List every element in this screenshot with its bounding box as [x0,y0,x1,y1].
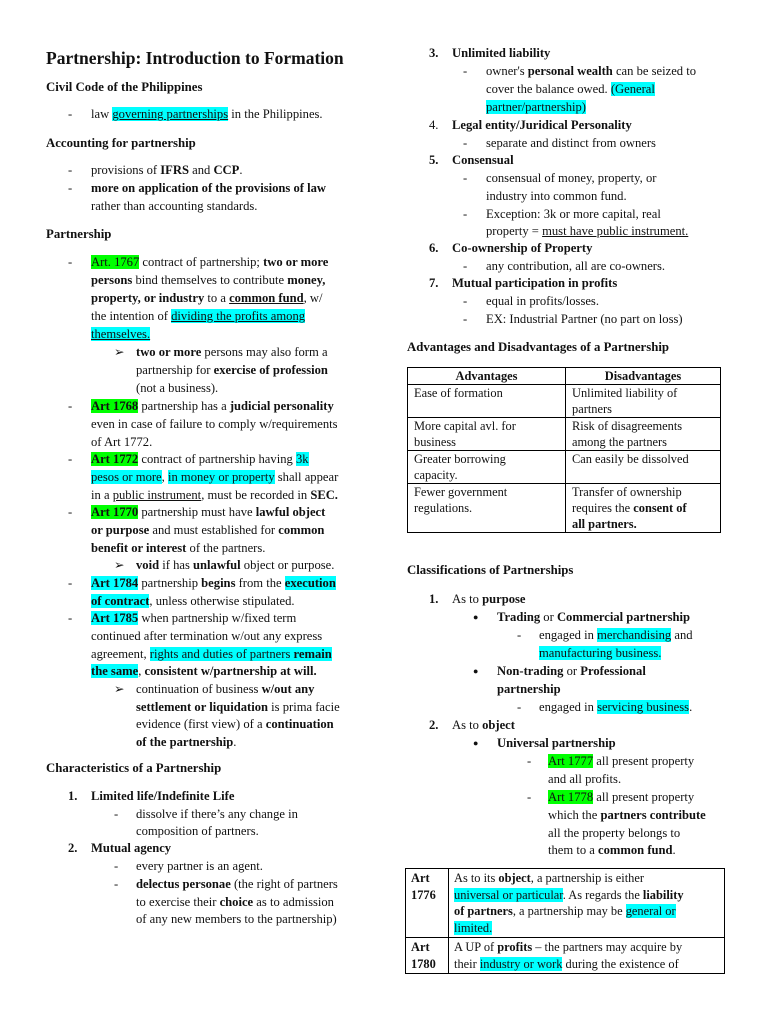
dash-icon: - [68,399,73,413]
universal-label: Universal partnership [497,736,616,750]
art-1767-line: themselves. [91,327,151,341]
art-1785-sub: evidence (first view) of a continuation [136,717,334,731]
art-1772-line: pesos or more, in money or property shall appear [91,470,339,484]
art-1777-line: Art 1777 all present property [548,754,695,768]
art-1778-line: Art 1778 all present property [548,790,695,804]
art-1770-line: benefit or interest of the partners. [91,541,266,555]
char-label: Unlimited liability [452,46,551,60]
char-desc: equal in profits/losses. [486,294,599,308]
art-1770-sub: void if has unlawful object or purpose. [136,558,335,572]
arrow-icon: ➢ [114,345,125,359]
art-1768-line: of Art 1772. [91,435,153,449]
char-num: 4. [429,118,439,132]
art-1772-line: in a public instrument, must be recorded in SEC. [91,488,338,502]
article-text-cell: As to its object, a partnership is either universal or particular. As regards the liability of partners, a partnership may be general or limited. [449,869,725,938]
dash-icon: - [68,107,73,121]
arrow-icon: ➢ [114,682,125,696]
table-header-row [408,368,721,385]
bullet-icon: ● [473,738,479,748]
dash-icon: - [463,171,468,185]
art-1767-line: Art. 1767 contract of partnership; two or more [91,255,329,269]
char-desc: delectus personae (the right of partners [136,877,338,891]
accounting-item-1: provisions of IFRS and CCP. [91,163,243,177]
civil-code-item: law governing partnerships in the Philippines. [91,107,323,121]
adv-disadv-table [407,367,721,533]
art-1785-sub: continuation of business w/out any [136,682,315,696]
dash-icon: - [463,64,468,78]
art-1767-line: persons bind themselves to contribute money, [91,273,326,287]
char-desc: consensual of money, property, or [486,171,657,185]
art-1767-sub: (not a business). [136,381,219,395]
dash-icon: - [463,259,468,273]
bullet-icon: ● [473,666,479,676]
char-desc: owner's personal wealth can be seized to [486,64,697,78]
disadvantage-cell: Unlimited liability of partners [566,385,721,418]
dash-icon: - [68,576,73,590]
char-desc: Exception: 3k or more capital, real [486,207,661,221]
char-label: Limited life/Indefinite Life [91,789,235,803]
disadvantages-header: Disadvantages [566,368,721,385]
art-1785-line: Art 1785 when partnership w/fixed term [91,611,297,625]
char-desc: to exercise their choice as to admission [136,895,334,909]
dash-icon: - [68,255,73,269]
dash-icon: - [68,505,73,519]
class-label: As to purpose [452,592,526,606]
art-1778-line: all the property belongs to [548,826,681,840]
dash-icon: - [68,163,73,177]
dash-icon: - [517,700,522,714]
char-desc: property = must have public instrument. [486,224,689,238]
page-title: Partnership: Introduction to Formation [46,48,344,68]
arrow-icon: ➢ [114,558,125,572]
char-num: 6. [429,241,439,255]
char-label: Co-ownership of Property [452,241,593,255]
trading-desc: engaged in merchandising and [539,628,693,642]
char-desc: any contribution, all are co-owners. [486,259,666,273]
char-label: Mutual participation in profits [452,276,618,290]
dash-icon: - [463,312,468,326]
adv-disadv-heading: Advantages and Disadvantages of a Partnership [407,340,670,354]
char-num: 3. [429,46,439,60]
art-1768-line: Art 1768 partnership has a judicial personality [91,399,334,413]
char-desc: industry into common fund. [486,189,627,203]
table-row [406,938,725,974]
advantage-cell: Ease of formation [408,385,566,418]
char-num: 7. [429,276,439,290]
class-num: 2. [429,718,439,732]
accounting-heading: Accounting for partnership [46,136,196,150]
char-num: 5. [429,153,439,167]
art-1778-line: them to a common fund. [548,843,676,857]
char-label: Mutual agency [91,841,172,855]
dash-icon: - [68,452,73,466]
art-1768-line: even in case of failure to comply w/requirements [91,417,338,431]
table-row [408,385,721,418]
char-desc: of any new members to the partnership) [136,912,337,926]
table-row [406,869,725,938]
char-num: 1. [68,789,78,803]
class-num: 1. [429,592,439,606]
table-row [408,418,721,451]
art-1770-line: or purpose and must established for common [91,523,325,537]
dash-icon: - [463,207,468,221]
art-1784-line: Art 1784 partnership begins from the execution [91,576,336,590]
char-label: Consensual [452,153,514,167]
art-1772-line: Art 1772 contract of partnership having 3k [91,452,309,466]
art-1770-line: Art 1770 partnership must have lawful object [91,505,326,519]
disadvantage-cell: Risk of disagreements among the partners [566,418,721,451]
classifications-heading: Classifications of Partnerships [407,563,574,577]
art-1778-line: which the partners contribute [548,808,706,822]
disadvantage-cell: Can easily be dissolved [566,451,721,484]
dash-icon: - [68,181,73,195]
char-desc: every partner is an agent. [136,859,263,873]
art-1785-sub: of the partnership. [136,735,237,749]
advantages-header: Advantages [408,368,566,385]
art-1785-line: continued after termination w/out any express [91,629,323,643]
char-num: 2. [68,841,78,855]
accounting-item-2-cont: rather than accounting standards. [91,199,258,213]
characteristics-heading: Characteristics of a Partnership [46,761,222,775]
table-row [408,451,721,484]
char-desc: separate and distinct from owners [486,136,656,150]
dash-icon: - [114,859,119,873]
dash-icon: - [527,754,532,768]
article-text-cell: A UP of profits – the partners may acquire by their industry or work during the existence of [449,938,725,974]
art-1784-line: of contract, unless otherwise stipulated. [91,594,295,608]
advantage-cell: Greater borrowing capacity. [408,451,566,484]
nontrading-label: Non-trading or Professional [497,664,646,678]
char-desc: dissolve if there’s any change in [136,807,298,821]
char-desc: cover the balance owed. (General [486,82,655,96]
art-1767-sub: two or more persons may also form a [136,345,328,359]
trading-desc: manufacturing business. [539,646,662,660]
char-desc: EX: Industrial Partner (no part on loss) [486,312,683,326]
civil-code-heading: Civil Code of the Philippines [46,80,203,94]
char-label: Legal entity/Juridical Personality [452,118,632,132]
dash-icon: - [527,790,532,804]
art-1785-line: the same, consistent w/partnership at will. [91,664,317,678]
dash-icon: - [463,136,468,150]
nontrading-label-cont: partnership [497,682,561,696]
table-row [408,484,721,533]
dash-icon: - [114,807,119,821]
art-1777-line: and all profits. [548,772,622,786]
art-1767-line: the intention of dividing the profits among [91,309,306,323]
bullet-icon: ● [473,612,479,622]
class-label: As to object [452,718,515,732]
char-desc: composition of partners. [136,824,259,838]
advantage-cell: More capital avl. for business [408,418,566,451]
disadvantage-cell: Transfer of ownership requires the consent of all partners. [566,484,721,533]
dash-icon: - [114,877,119,891]
nontrading-desc: engaged in servicing business. [539,700,693,714]
art-1785-sub: settlement or liquidation is prima facie [136,700,340,714]
art-1767-sub: partnership for exercise of profession [136,363,328,377]
article-number-cell: Art 1776 [406,869,449,938]
dash-icon: - [517,628,522,642]
article-number-cell: Art 1780 [406,938,449,974]
dash-icon: - [68,611,73,625]
accounting-item-2: more on application of the provisions of law [91,181,326,195]
trading-label: Trading or Commercial partnership [497,610,690,624]
char-desc: partner/partnership) [486,100,587,114]
art-1785-line: agreement, rights and duties of partners remain [91,647,332,661]
art-1767-line: property, or industry to a common fund, w/ [91,291,323,305]
articles-table [405,868,725,974]
partnership-heading: Partnership [46,227,112,241]
dash-icon: - [463,294,468,308]
advantage-cell: Fewer government regulations. [408,484,566,533]
